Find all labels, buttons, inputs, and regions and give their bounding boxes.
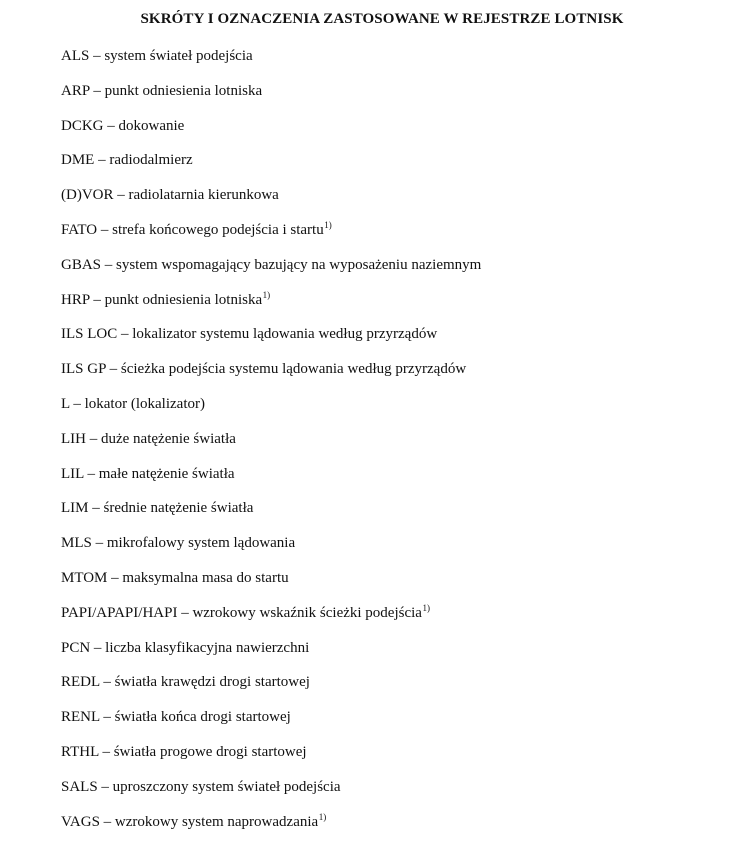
abbreviation-entry: [61, 220, 481, 255]
abbreviation-entry: [61, 568, 481, 603]
abbreviation-text: ARP – punkt odniesienia lotniska: [61, 82, 263, 99]
abbreviation-entry: [61, 603, 481, 638]
abbreviation-entry: [61, 359, 481, 394]
abbreviation-entry: [61, 672, 481, 707]
abbreviation-entry: [61, 707, 481, 742]
abbreviation-entry: [61, 394, 481, 429]
abbreviation-entry: [61, 116, 481, 151]
abbreviation-text: LIH – duże natężenie światła: [61, 430, 236, 447]
abbreviation-text: MTOM – maksymalna masa do startu: [61, 569, 289, 586]
abbreviation-list: [61, 46, 481, 846]
abbreviation-entry: [61, 742, 481, 777]
abbreviation-entry: [61, 812, 481, 846]
abbreviation-text: MLS – mikrofalowy system lądowania: [61, 535, 296, 552]
abbreviation-text: RENL – światła końca drogi startowej: [61, 709, 291, 726]
abbreviation-entry: [61, 533, 481, 568]
abbreviation-text: L – lokator (lokalizator): [61, 395, 205, 412]
abbreviation-text: SALS – uproszczony system świateł podejścia: [61, 778, 341, 795]
abbreviation-text: DME – radiodalmierz: [61, 152, 193, 169]
abbreviation-entry: [61, 464, 481, 499]
abbreviation-text: ILS LOC – lokalizator systemu lądowania według przyrządów: [61, 326, 438, 343]
document-title: SKRÓTY I OZNACZENIA ZASTOSOWANE W REJESTRZE LOTNISK: [140, 11, 624, 27]
abbreviation-text: RTHL – światła progowe drogi startowej: [61, 743, 307, 760]
abbreviation-entry: [61, 255, 481, 290]
footnote-marker: 1): [422, 602, 430, 613]
abbreviation-entry: [61, 150, 481, 185]
footnote-marker: 1): [318, 811, 327, 822]
abbreviation-text: ALS – system świateł podejścia: [61, 48, 253, 64]
footnote-marker: 1): [262, 289, 271, 300]
abbreviation-text: HRP – punkt odniesienia lotniska: [61, 291, 263, 308]
footnote-marker: 1): [324, 219, 332, 230]
abbreviation-text: GBAS – system wspomagający bazujący na wyposażeniu naziemnym: [61, 256, 482, 273]
abbreviation-entry: [61, 81, 481, 116]
abbreviation-text: LIL – małe natężenie światła: [61, 465, 235, 482]
abbreviation-entry: [61, 638, 481, 673]
abbreviation-entry: [61, 46, 481, 81]
abbreviation-text: PCN – liczba klasyfikacyjna nawierzchni: [61, 639, 310, 656]
abbreviation-text: REDL – światła krawędzi drogi startowej: [61, 674, 310, 691]
abbreviation-text: VAGS – wzrokowy system naprowadzania: [61, 813, 319, 830]
abbreviation-text: ILS GP – ścieżka podejścia systemu lądowania według przyrządów: [61, 361, 467, 378]
abbreviation-entry: [61, 185, 481, 220]
abbreviation-text: LIM – średnie natężenie światła: [61, 500, 254, 517]
abbreviation-entry: [61, 429, 481, 464]
abbreviation-text: (D)VOR – radiolatarnia kierunkowa: [61, 187, 279, 204]
abbreviation-text: FATO – strefa końcowego podejścia i startu: [61, 221, 324, 238]
abbreviation-text: DCKG – dokowanie: [61, 117, 185, 134]
abbreviation-entry: [61, 498, 481, 533]
abbreviation-text: PAPI/APAPI/HAPI – wzrokowy wskaźnik ścieżki podejścia: [61, 604, 422, 621]
abbreviation-entry: [61, 777, 481, 812]
abbreviation-entry: [61, 290, 481, 325]
abbreviation-entry: [61, 324, 481, 359]
